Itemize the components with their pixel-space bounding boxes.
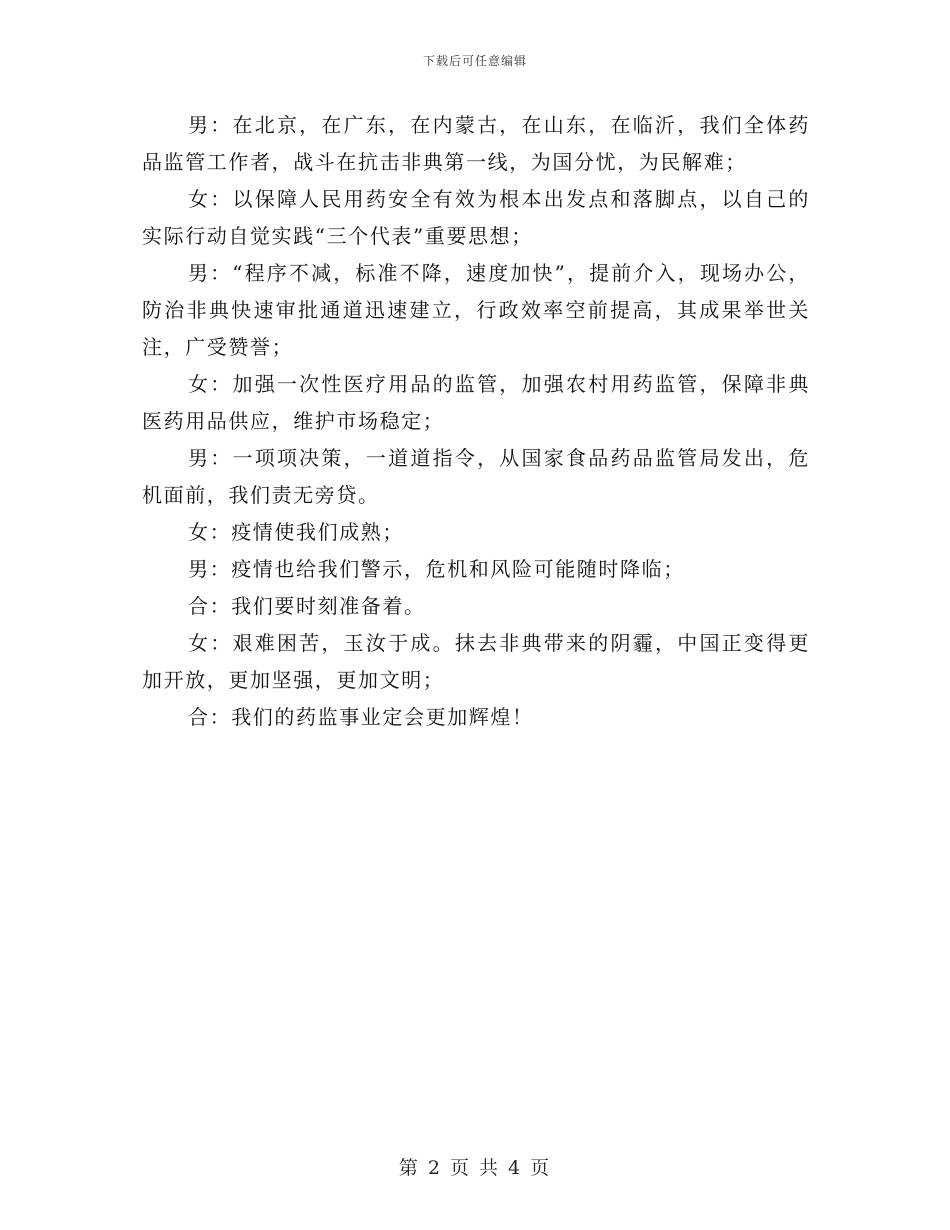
paragraph: 男：在北京，在广东，在内蒙古，在山东，在临沂，我们全体药品监管工作者，战斗在抗击非典第一线，为国分忧，为民解难； (142, 113, 810, 174)
paragraph: 女：以保障人民用药安全有效为根本出发点和落脚点，以自己的实际行动自觉实践“三个代表”重要思想； (142, 187, 810, 248)
paragraph: 女：疫情使我们成熟； (188, 520, 404, 544)
paragraph: 合：我们的药监事业定会更加辉煌！ (188, 705, 534, 729)
paragraph: 女：艰难困苦，玉汝于成。抹去非典带来的阴霾，中国正变得更加开放，更加坚强，更加文明； (142, 631, 810, 692)
page-header-note: 下载后可任意编辑 (422, 54, 527, 68)
page-number: 第 2 页 共 4 页 (398, 1157, 552, 1179)
paragraph: 男：一项项决策，一道道指令，从国家食品药品监管局发出，危机面前，我们责无旁贷。 (142, 446, 810, 507)
paragraph: 男：“程序不减，标准不降，速度加快”，提前介入，现场办公，防治非典快速审批通道迅速建立，行政效率空前提高，其成果举世关注，广受赞誉； (142, 261, 810, 359)
paragraph: 男：疫情也给我们警示，危机和风险可能随时降临； (188, 557, 685, 581)
paragraph: 合：我们要时刻准备着。 (188, 594, 426, 618)
document-body (142, 107, 810, 736)
paragraph: 女：加强一次性医疗用品的监管，加强农村用药监管，保障非典医药用品供应，维护市场稳定； (142, 372, 810, 433)
